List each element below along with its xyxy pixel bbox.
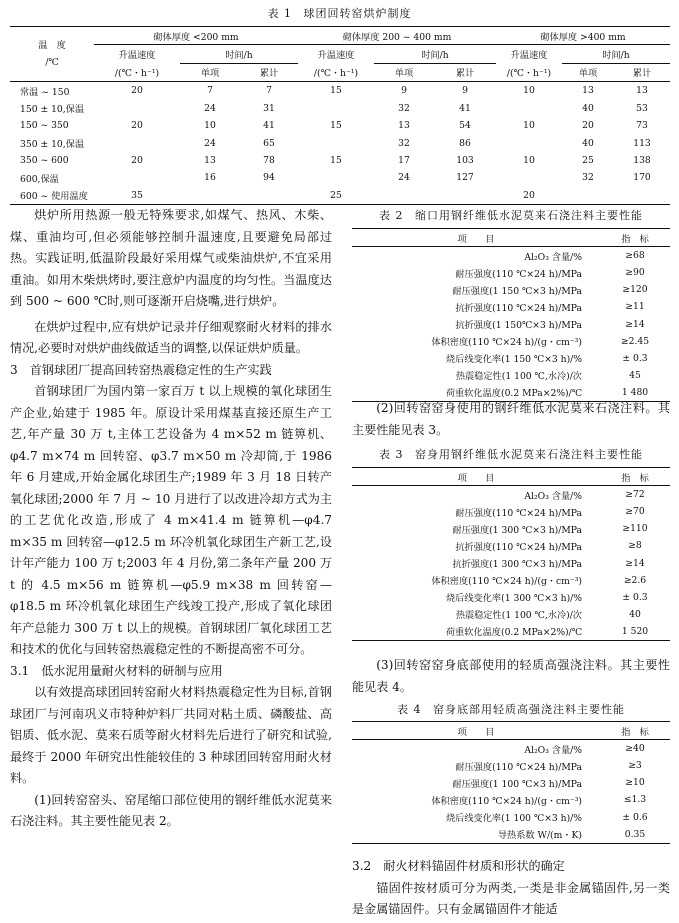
- temp-cell: 600,保温: [20, 173, 59, 185]
- value-cell: 32: [398, 137, 410, 149]
- property-cell: 抗折强度(1 150℃×3 h)/MPa: [455, 320, 582, 332]
- index-cell: ≥70: [625, 506, 645, 518]
- index-cell: ≥120: [622, 284, 648, 296]
- rate-unit: /(℃・h⁻¹): [313, 68, 359, 80]
- value-cell: 138: [633, 154, 651, 166]
- value-cell: 20: [523, 189, 535, 201]
- value-cell: 113: [633, 137, 651, 149]
- table-row: [352, 264, 670, 281]
- paragraph: 锚固件按材质可分为两类,一类是非金属锚固件,另一类是金属锚固件。只有金属锚固件才能适: [352, 880, 670, 916]
- property-cell: 体积密度(110 ℃×24 h)/(g・cm⁻³): [431, 337, 582, 349]
- rate-header: 升温速度: [317, 50, 355, 62]
- value-cell: 53: [636, 102, 648, 114]
- value-cell: 32: [398, 102, 410, 114]
- index-cell: ≥90: [625, 267, 645, 279]
- property-cell: 抗折强度(110 ℃×24 h)/MPa: [455, 302, 582, 314]
- group-header: 砌体厚度 <200 mm: [94, 27, 298, 45]
- value-cell: 25: [582, 154, 594, 166]
- index-cell: ≥2.6: [623, 574, 647, 586]
- table4-number: 表 4: [397, 703, 422, 716]
- rate-header: 升温速度: [510, 50, 548, 62]
- paragraph: 以有效提高球团回转窑耐火材料热震稳定性为目标,首钢球团厂与河南巩义市特种炉料厂共同对粘土质、磷酸盐、高铝质、低水泥、莫来石质等耐火材料先后进行了研究和试验,最终于 2000 年研究出性能较佳的 3 种球团回转窑用耐火材料。: [10, 685, 332, 785]
- table-row: [352, 247, 670, 265]
- time-header: 时间/h: [180, 45, 298, 63]
- index-cell: ≥68: [625, 250, 645, 262]
- temp-cell: 150 ± 10,保温: [20, 104, 85, 116]
- table-row: [352, 315, 670, 332]
- property-cell: 体积密度(110 ℃×24 h)/(g・cm⁻³): [431, 576, 582, 588]
- index-cell: ≥3: [628, 760, 642, 772]
- table-row: [10, 169, 670, 186]
- value-cell: 13: [636, 85, 648, 97]
- table3-title: 窑身用钢纤维低水泥莫来石浇注料主要性能: [415, 448, 643, 461]
- rate-header: 升温速度: [118, 50, 156, 62]
- section-heading-3-2: 3.2 耐火材料锚固件材质和形状的确定: [352, 859, 565, 873]
- table2-title: 缩口用钢纤维低水泥莫来石浇注料主要性能: [415, 209, 643, 222]
- paragraph: 首钢球团厂为国内第一家百万 t 以上规模的氧化球团生产企业,始建于 1985 年。原设计采用煤基直接还原生产工艺,年产量 30 万 t,主体工艺设备为 4 m×52 m 链箅机、φ4.7 m×74 m 回转窑、φ3.7 m×50 m 冷却筒,于 1986 年 6 月建成,开始金属化球团生产;1989 年 3 月 18 日转产氧化球团;2000 年 7 月 ~ 10 月进行了以改进冷却方式为主的工艺优化改造,形成了 4 m×41.4 m 链箅机—φ4.7 m×35 m 回转窑—φ12.5 m 环冷机氧化球团生产新工艺,设计年产能力 100 万 t;2003 年 4 月份,第二条年产量 200 万 t 的 4.5 m×56 m 链箅机—φ5.9 m×38 m 回转窑—φ18.5 m 环冷机氧化球团生产线竣工投产,形成了氧化球团年产总能力 300 万 t 以上的规模。首钢球团厂氧化球团工艺和技术的优化与回转窑热震稳定性的不断提高密不可分。: [10, 384, 332, 656]
- property-cell: 热震稳定性(1 100 ℃,水冷)/次: [455, 610, 582, 622]
- table3-caption: [352, 446, 670, 462]
- property-cell: 耐压强度(110 ℃×24 h)/MPa: [455, 761, 582, 773]
- right-text-2: [352, 655, 670, 698]
- value-cell: 94: [263, 172, 275, 184]
- table-row: [352, 554, 670, 571]
- value-cell: 10: [523, 120, 535, 132]
- value-cell: [434, 187, 496, 205]
- value-cell: 15: [330, 85, 342, 97]
- total-header: 累计: [632, 68, 652, 80]
- value-cell: 10: [523, 85, 535, 97]
- property-cell: Al₂O₃ 含量/%: [524, 490, 582, 502]
- table-row: [352, 333, 670, 350]
- table2-caption: [352, 207, 670, 223]
- table-row: [352, 757, 670, 774]
- index-cell: ≥14: [625, 557, 645, 569]
- temp-header: [10, 27, 94, 82]
- table-row: [352, 572, 670, 589]
- property-cell: 耐压强度(1 100 ℃×3 h)/MPa: [452, 778, 582, 790]
- value-cell: [94, 100, 180, 117]
- section-heading-3: 3 首钢球团厂提高回转窑热震稳定性的生产实践: [10, 362, 272, 377]
- temp-cell: 350 ± 10,保温: [20, 139, 85, 151]
- property-cell: Al₂O₃ 含量/%: [524, 251, 582, 263]
- table-row: [10, 134, 670, 151]
- section-heading-3-1: 3.1 低水泥用量耐火材料的研制与应用: [10, 663, 223, 678]
- table-row: [352, 350, 670, 367]
- value-cell: [240, 187, 298, 205]
- table-row: [352, 520, 670, 537]
- value-cell: 10: [204, 120, 216, 132]
- table3: [352, 467, 670, 641]
- single-header: 单项: [394, 68, 414, 80]
- table2: [352, 228, 670, 402]
- time-header: 时间/h: [374, 45, 496, 63]
- value-cell: [496, 100, 562, 117]
- value-cell: [298, 169, 374, 186]
- value-cell: 78: [263, 154, 275, 166]
- value-cell: [562, 187, 614, 205]
- paragraph: (1)回转窑窑头、窑尾缩口部位使用的钢纤维低水泥莫来石浇注料。其主要性能见表 2。: [10, 792, 332, 828]
- property-cell: 荷重软化温度(0.2 MPa×2%)/℃: [445, 388, 582, 400]
- value-cell: 17: [398, 154, 410, 166]
- value-cell: 13: [582, 85, 594, 97]
- table1: [10, 26, 670, 205]
- table-row: [10, 100, 670, 117]
- paragraph: 烘炉所用热源一般无特殊要求,如煤气、热风、木柴、煤、重油均可,但必须能够控制升温速度,且要避免局部过热。实践证明,低温阶段最好采用煤气或柴油烘炉,不宜采用重油。如用木柴烘烤时,要注意炉内温度的均匀性。当温度达到 500 ~ 600 ℃时,则可逐渐开启烧嘴,进行烘炉。: [10, 208, 332, 308]
- table-row: [352, 791, 670, 808]
- value-cell: 9: [462, 85, 468, 97]
- value-cell: 13: [398, 120, 410, 132]
- value-cell: 15: [330, 154, 342, 166]
- item-header: 项 目: [457, 472, 495, 484]
- value-cell: 13: [204, 154, 216, 166]
- value-cell: 86: [459, 137, 471, 149]
- index-header: 指 标: [621, 233, 649, 245]
- left-column: [10, 205, 332, 833]
- value-cell: 7: [207, 85, 213, 97]
- index-cell: 40: [629, 608, 641, 620]
- value-cell: 25: [330, 189, 342, 201]
- table-row: [352, 298, 670, 315]
- table-row: [10, 117, 670, 134]
- property-cell: 耐压强度(110 ℃×24 h)/MPa: [455, 268, 582, 280]
- rate-unit: /(℃・h⁻¹): [506, 68, 552, 80]
- index-header: 指 标: [621, 726, 649, 738]
- rate-unit: /(℃・h⁻¹): [114, 68, 160, 80]
- property-cell: 耐压强度(1 300 ℃×3 h)/MPa: [452, 524, 582, 536]
- index-cell: ≥110: [622, 523, 648, 535]
- table1-title: 球团回转窑烘炉制度: [303, 7, 412, 20]
- temp-cell: 150 ~ 350: [20, 120, 69, 132]
- table4-caption: [352, 701, 670, 717]
- single-header: 单项: [578, 68, 598, 80]
- table-row: [352, 774, 670, 791]
- property-cell: 抗折强度(1 300 ℃×3 h)/MPa: [452, 559, 582, 571]
- value-cell: [298, 100, 374, 117]
- index-cell: ≥8: [628, 540, 642, 552]
- table-row: [10, 82, 670, 100]
- table-row: [352, 281, 670, 298]
- index-cell: 1 480: [621, 386, 649, 398]
- right-text-3: [352, 856, 670, 921]
- value-cell: 31: [263, 102, 275, 114]
- value-cell: 24: [398, 172, 410, 184]
- table1-number: 表 1: [267, 7, 292, 20]
- index-cell: ≥72: [625, 489, 645, 501]
- value-cell: [496, 134, 562, 151]
- right-text-1: [352, 398, 670, 441]
- index-cell: ≥2.45: [620, 335, 650, 347]
- value-cell: 20: [131, 85, 143, 97]
- value-cell: 103: [456, 154, 474, 166]
- table-row: [352, 589, 670, 606]
- value-cell: 15: [330, 120, 342, 132]
- table4: [352, 721, 670, 844]
- item-header: 项 目: [457, 726, 495, 738]
- property-cell: 烧后线变化率(1 300 ℃×3 h)/%: [446, 593, 582, 605]
- value-cell: 32: [582, 172, 594, 184]
- value-cell: 35: [131, 189, 143, 201]
- value-cell: [496, 169, 562, 186]
- index-cell: ± 0.3: [622, 352, 648, 364]
- property-cell: 耐压强度(1 150 ℃×3 h)/MPa: [452, 285, 582, 297]
- temp-cell: 常温 ~ 150: [20, 86, 70, 98]
- property-cell: 耐压强度(110 ℃×24 h)/MPa: [455, 507, 582, 519]
- property-cell: 体积密度(110 ℃×24 h)/(g・cm⁻³): [431, 795, 582, 807]
- value-cell: 7: [266, 85, 272, 97]
- table1-caption: [0, 5, 679, 21]
- property-cell: 荷重软化温度(0.2 MPa×2%)/℃: [445, 627, 582, 639]
- temp-header-label: 温 度: [38, 40, 66, 52]
- value-cell: 170: [633, 172, 651, 184]
- index-header: 指 标: [621, 472, 649, 484]
- table-row: [10, 152, 670, 169]
- table-row: [352, 623, 670, 641]
- index-cell: 0.35: [624, 828, 646, 840]
- temp-header-unit: /℃: [45, 57, 59, 69]
- index-cell: 1 520: [621, 625, 649, 637]
- table4-title: 窑身底部用轻质高强浇注料主要性能: [433, 703, 625, 716]
- total-header: 累计: [455, 68, 475, 80]
- table-row: [352, 606, 670, 623]
- value-cell: 41: [263, 120, 275, 132]
- paragraph: (3)回转窑窑身底部使用的轻质高强浇注料。其主要性能见表 4。: [352, 658, 670, 694]
- time-header: 时间/h: [562, 45, 670, 63]
- single-header: 单项: [200, 68, 220, 80]
- temp-cell: 600 ~ 使用温度: [20, 191, 88, 203]
- value-cell: 20: [131, 154, 143, 166]
- index-cell: ≥14: [625, 318, 645, 330]
- paragraph: (2)回转窑窑身使用的钢纤维低水泥莫来石浇注料。其主要性能见表 3。: [352, 401, 670, 437]
- index-cell: ≥10: [625, 777, 645, 789]
- group-header: 砌体厚度 200 ~ 400 mm: [298, 27, 496, 45]
- index-cell: ± 0.6: [622, 811, 648, 823]
- group-header: 砌体厚度 >400 mm: [496, 27, 670, 45]
- value-cell: 73: [636, 120, 648, 132]
- value-cell: 54: [459, 120, 471, 132]
- table2-number: 表 2: [379, 209, 404, 222]
- table-row: [352, 808, 670, 825]
- index-cell: ≤1.3: [623, 794, 647, 806]
- value-cell: 127: [456, 172, 474, 184]
- temp-cell: 350 ~ 600: [20, 154, 69, 166]
- table-row: [352, 537, 670, 554]
- index-cell: ± 0.3: [622, 591, 648, 603]
- table-row: [352, 503, 670, 520]
- value-cell: [374, 187, 434, 205]
- value-cell: 10: [523, 154, 535, 166]
- property-cell: 烧后线变化率(1 150 ℃×3 h)/%: [446, 354, 582, 366]
- paragraph: 在烘炉过程中,应有烘炉记录并仔细观察耐火材料的排水情况,必要时对烘炉曲线做适当的调整,以保证烘炉质量。: [10, 319, 332, 355]
- index-cell: ≥40: [625, 743, 645, 755]
- table-row: [352, 826, 670, 844]
- value-cell: 40: [582, 137, 594, 149]
- table-row: [352, 367, 670, 384]
- index-cell: ≥11: [625, 301, 645, 313]
- value-cell: [94, 134, 180, 151]
- value-cell: 20: [582, 120, 594, 132]
- value-cell: 65: [263, 137, 275, 149]
- value-cell: 24: [204, 102, 216, 114]
- property-cell: 热震稳定性(1 100 ℃,水冷)/次: [455, 371, 582, 383]
- total-header: 累计: [259, 68, 279, 80]
- property-cell: 烧后线变化率(1 100 ℃×3 h)/%: [446, 813, 582, 825]
- table-row: [10, 187, 670, 205]
- value-cell: 24: [204, 137, 216, 149]
- table3-number: 表 3: [379, 448, 404, 461]
- value-cell: [180, 187, 240, 205]
- value-cell: 16: [204, 172, 216, 184]
- value-cell: 20: [131, 120, 143, 132]
- value-cell: 9: [401, 85, 407, 97]
- property-cell: 导热系数 W/(m・K): [497, 830, 582, 842]
- item-header: 项 目: [457, 233, 495, 245]
- value-cell: [94, 169, 180, 186]
- value-cell: [614, 187, 670, 205]
- table-row: [352, 740, 670, 758]
- value-cell: 40: [582, 102, 594, 114]
- property-cell: Al₂O₃ 含量/%: [524, 744, 582, 756]
- value-cell: [298, 134, 374, 151]
- value-cell: 41: [459, 102, 471, 114]
- index-cell: 45: [629, 369, 641, 381]
- table-row: [352, 486, 670, 504]
- property-cell: 抗折强度(110 ℃×24 h)/MPa: [455, 541, 582, 553]
